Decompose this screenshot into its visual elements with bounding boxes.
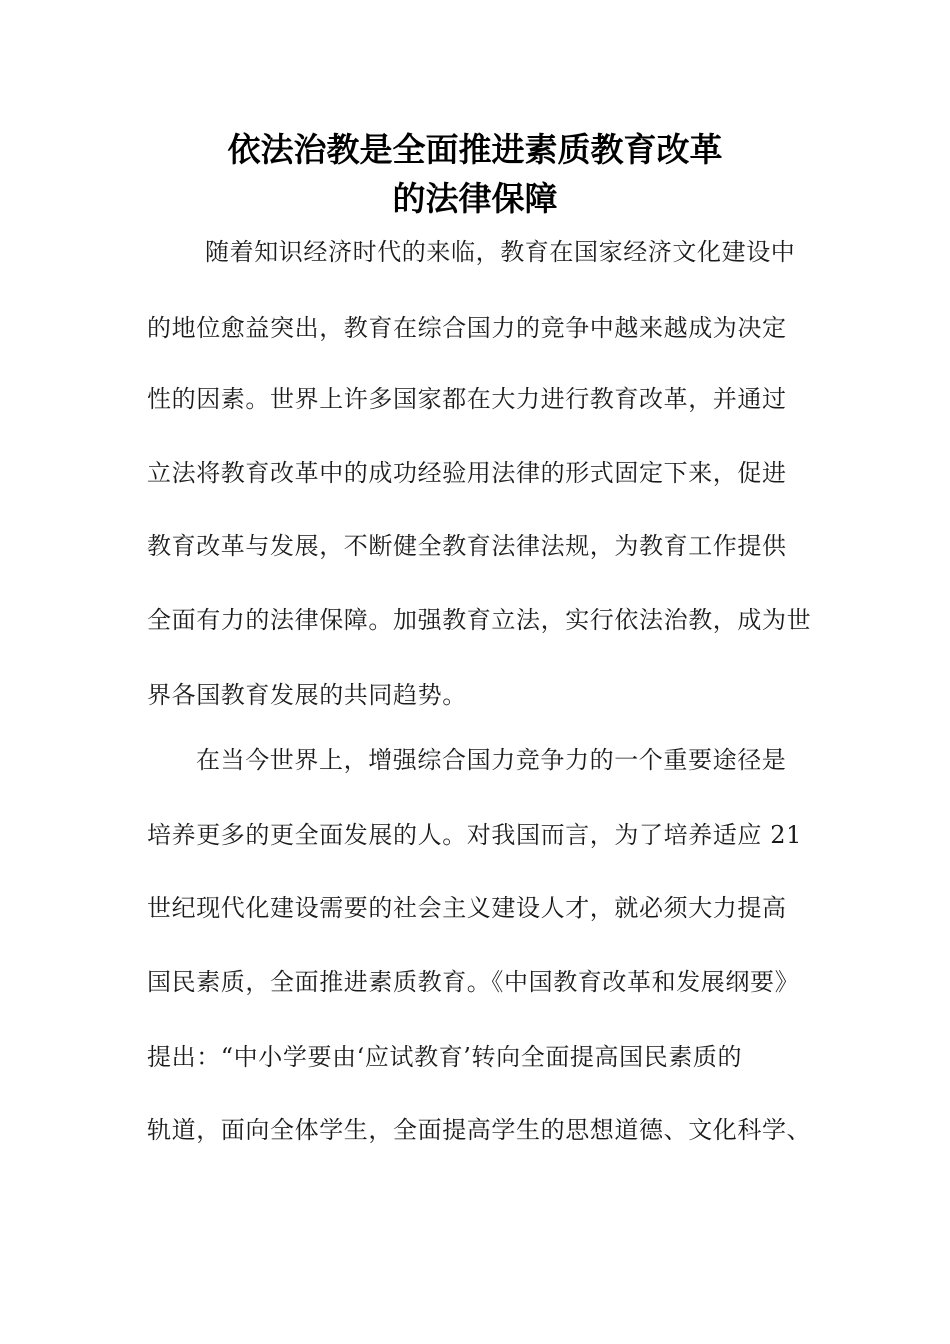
paragraph-2-line-5: 提出：“中小学要由‘应试教育’转向全面提高国民素质的: [147, 1043, 743, 1071]
paragraph-2-line-2: 培养更多的更全面发展的人。对我国而言，为了培养适应 21: [147, 821, 802, 849]
paragraph-1-line-3: 性的因素。世界上许多国家都在大力进行教育改革，并通过: [147, 385, 787, 413]
paragraph-1-line-5: 教育改革与发展，不断健全教育法律法规，为教育工作提供: [147, 532, 787, 560]
paragraph-2-line-4: 国民素质，全面推进素质教育。《中国教育改革和发展纲要》: [147, 968, 800, 996]
paragraph-1-line-4: 立法将教育改革中的成功经验用法律的形式固定下来，促进: [147, 459, 787, 487]
document-title-line-1: 依法治教是全面推进素质教育改革: [227, 130, 723, 169]
paragraph-1-line-1: 随着知识经济时代的来临，教育在国家经济文化建设中: [205, 238, 796, 266]
paragraph-2-line-3: 世纪现代化建设需要的社会主义建设人才，就必须大力提高: [147, 894, 787, 922]
paragraph-1-line-6: 全面有力的法律保障。加强教育立法，实行依法治教，成为世: [147, 606, 812, 634]
paragraph-1-line-2: 的地位愈益突出，教育在综合国力的竞争中越来越成为决定: [147, 314, 787, 342]
paragraph-2-line-6: 轨道，面向全体学生，全面提高学生的思想道德、文化科学、: [147, 1116, 812, 1144]
document-title-line-2: 的法律保障: [392, 179, 558, 218]
paragraph-2-line-1: 在当今世界上，增强综合国力竞争力的一个重要途径是: [196, 746, 787, 774]
paragraph-1-line-7: 界各国教育发展的共同趋势。: [147, 681, 467, 709]
